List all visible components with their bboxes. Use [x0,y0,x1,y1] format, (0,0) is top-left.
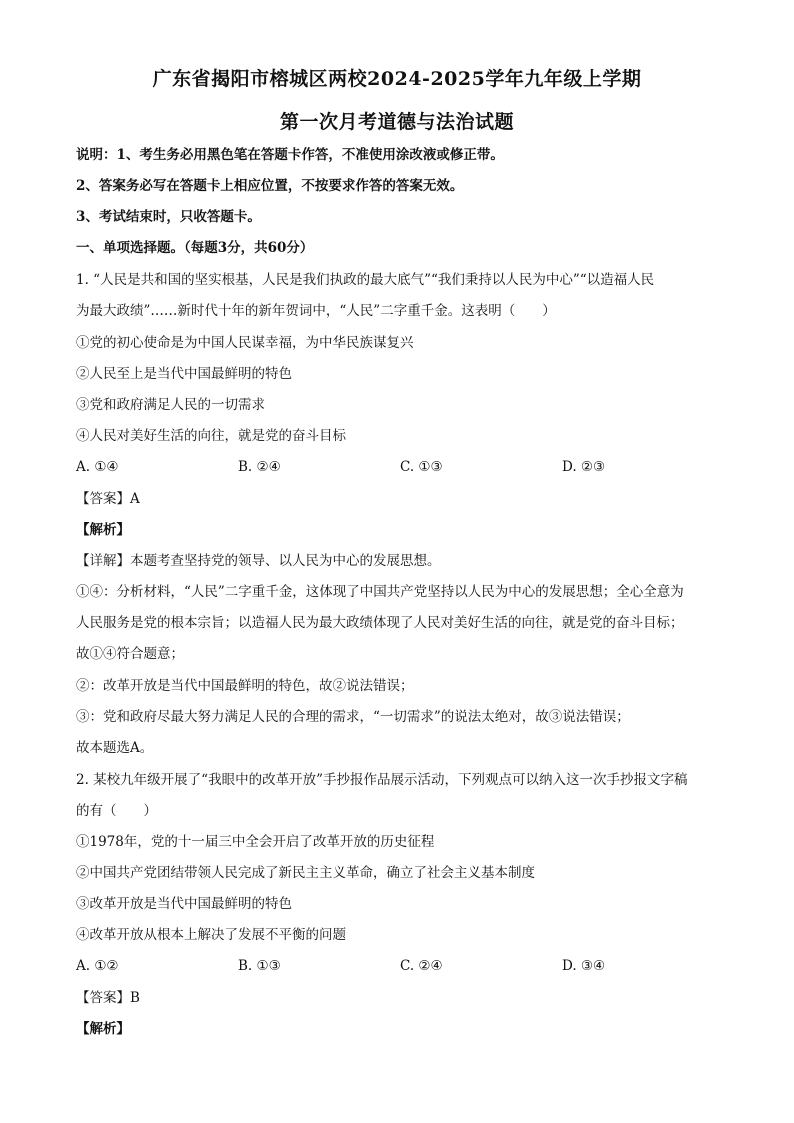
q2-statement-2: ②中国共产党团结带领人民完成了新民主主义革命，确立了社会主义基本制度 [76,865,535,881]
q2-option-a: A. ①② [76,958,119,974]
page-title-line2: 第一次月考道德与法治试题 [279,111,514,133]
q1-statement-4: ④人民对美好生活的向往，就是党的奋斗目标 [76,428,346,444]
q1-option-b: B. ②④ [238,459,281,475]
q1-detail: 【详解】本题考查坚持党的领导、以人民为中心的发展思想。 [76,553,441,569]
q1-explanation-6: 故本题选A。 [76,740,154,756]
q2-option-b: B. ①③ [238,958,281,974]
instruction-3: 3、考试结束时，只收答题卡。 [76,209,261,225]
q1-analysis-label: 【解析】 [76,522,130,538]
instruction-1: 说明：1、考生务必用黑色笔在答题卡作答，不准使用涂改液或修正带。 [76,147,504,163]
q2-answer: 【答案】B [76,990,140,1006]
instruction-2: 2、答案务必写在答题卡上相应位置，不按要求作答的答案无效。 [76,178,464,194]
q1-explanation-3: 故①④符合题意； [76,646,184,662]
q1-option-c: C. ①③ [400,459,443,475]
q1-statement-1: ①党的初心使命是为中国人民谋幸福，为中华民族谋复兴 [76,335,414,351]
q1-option-a: A. ①④ [76,459,119,475]
q1-explanation-2: 人民服务是党的根本宗旨；以造福人民为最大政绩体现了人民对美好生活的向往，就是党的奋斗目标； [76,615,684,631]
page-title-line1: 广东省揭阳市榕城区两校2024-2025学年九年级上学期 [152,68,642,90]
q2-option-d: D. ③④ [562,958,606,974]
q1-explanation-4: ②：改革开放是当代中国最鲜明的特色，故②说法错误； [76,678,414,694]
q1-answer: 【答案】A [76,491,140,507]
q2-stem-line1: 2. 某校九年级开展了“我眼中的改革开放”手抄报作品展示活动，下列观点可以纳入这一次手抄报文字稿 [76,772,688,788]
q2-statement-3: ③改革开放是当代中国最鲜明的特色 [76,896,292,912]
q2-option-c: C. ②④ [400,958,443,974]
q1-stem-line1: 1. “人民是共和国的坚实根基，人民是我们执政的最大底气”“我们秉持以人民为中心”“以造福人民 [76,272,655,288]
q2-statement-1: ①1978年，党的十一届三中全会开启了改革开放的历史征程 [76,834,435,850]
q1-statement-2: ②人民至上是当代中国最鲜明的特色 [76,366,292,382]
section-heading: 一、单项选择题。（每题3分，共60分） [76,240,314,256]
q1-option-d: D. ②③ [562,459,606,475]
q2-statement-4: ④改革开放从根本上解决了发展不平衡的问题 [76,927,346,943]
q1-stem-line2: 为最大政绩”……新时代十年的新年贺词中，“人民”二字重千金。这表明（ ） [76,303,556,319]
q2-analysis-label: 【解析】 [76,1021,130,1037]
q1-explanation-1: ①④：分析材料，“人民”二字重千金，这体现了中国共产党坚持以人民为中心的发展思想；全心全意为 [76,584,684,600]
q1-explanation-5: ③：党和政府尽最大努力满足人民的合理的需求，“一切需求”的说法太绝对，故③说法错误； [76,709,630,725]
q2-stem-line2: 的有（ ） [76,803,157,819]
q1-statement-3: ③党和政府满足人民的一切需求 [76,397,265,413]
